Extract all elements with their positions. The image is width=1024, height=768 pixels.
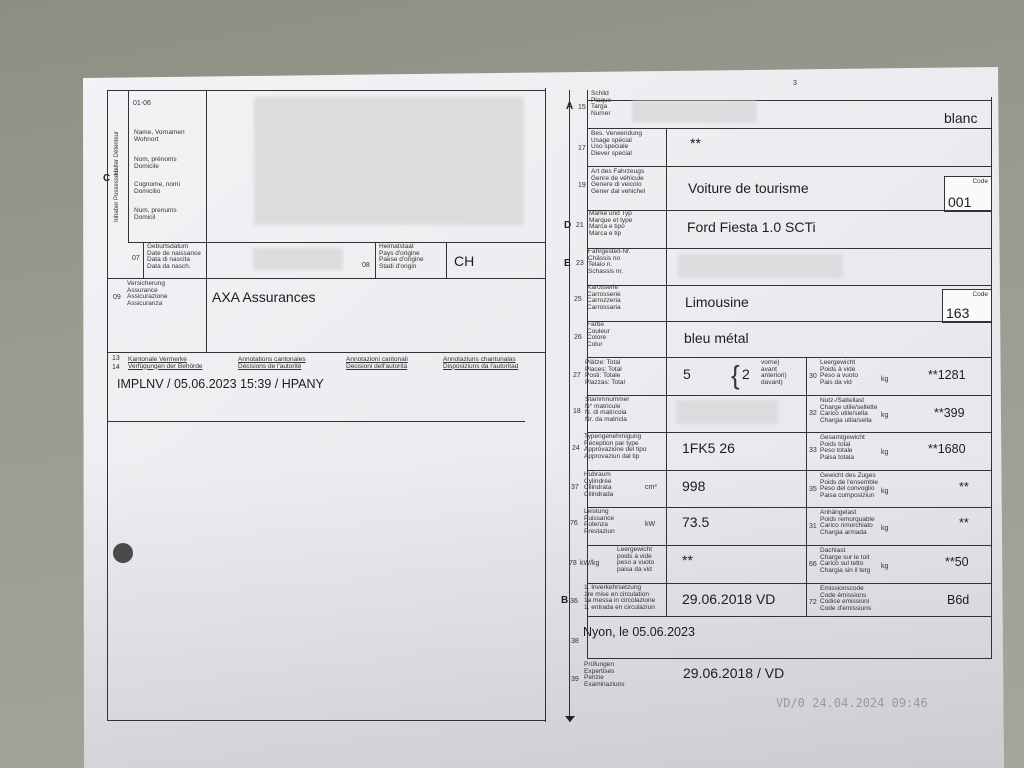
row-label: Schild Plaque Targa Numer bbox=[591, 90, 612, 117]
row-label: 1. Inverkehrsetzung 1re mise en circulation 1a messa in circolazione 1. entrada en circulaziun bbox=[584, 584, 656, 611]
right-row-number: 32 bbox=[809, 410, 817, 417]
print-stamp: VD/0 24.04.2024 09:46 bbox=[776, 696, 928, 710]
row-label: Fahrgestell-Nr. Châssis no Telaio n. Schassis nr. bbox=[588, 248, 631, 275]
field-07-number: 07 bbox=[132, 255, 140, 262]
right-row-label: Gesamtgewicht Poids total Peso totale Paisa totala bbox=[820, 434, 865, 461]
right-row-label: Anhängelast Poids remorquable Carico rimorchiato Chargia armada bbox=[820, 509, 875, 536]
insurance-value: AXA Assurances bbox=[212, 289, 316, 305]
name-label-fr: Nom, prénoms Domicile bbox=[134, 156, 177, 170]
right-row-number: 66 bbox=[809, 561, 817, 568]
row-label: kW/kg bbox=[580, 560, 600, 567]
annotations-label-it: Annotazioni cantonali Decisioni dell'autorità bbox=[346, 356, 408, 370]
row-label: Leistung Puissance Potenza Prestaziun bbox=[584, 508, 615, 535]
redacted-holder-name bbox=[254, 97, 524, 225]
name-label-it: Cognome, nomi Domicilio bbox=[134, 181, 180, 195]
unit-label: kg bbox=[881, 449, 889, 456]
row-number: 19 bbox=[578, 182, 586, 189]
row-label: Typengenehmigung Réception par type Approvazione del tipo Approvaziun dal tip bbox=[584, 433, 647, 460]
first-registration-value: 29.06.2018 VD bbox=[682, 591, 776, 607]
row-label: Hubraum Cylindrée Cilindrata Cilindrada bbox=[584, 471, 614, 498]
row-number: 27 bbox=[573, 372, 581, 379]
seats-total-value: 5 bbox=[683, 366, 691, 382]
redacted-plate-number bbox=[632, 101, 757, 123]
row-sub-label: Leergewicht poids à vide peso a vuoto paisa da vid bbox=[617, 546, 655, 573]
right-row-label: Dachlast Charge sur le toit Carico sul tetto Chargia sin il tetg bbox=[820, 547, 871, 574]
vehicle-type-code-box bbox=[944, 176, 992, 212]
row-number: 23 bbox=[576, 260, 584, 267]
punch-hole bbox=[113, 543, 133, 563]
type-approval-value: 1FK5 26 bbox=[682, 440, 735, 456]
unit-label: kg bbox=[881, 488, 889, 495]
row-letter: D bbox=[564, 220, 572, 231]
row-number: 76 bbox=[570, 520, 578, 527]
field-14-number: 14 bbox=[112, 364, 120, 371]
redacted-birthdate bbox=[253, 248, 343, 270]
front-seats-value: 2 bbox=[742, 366, 750, 382]
annotations-label-fr: Annotations cantonales Décisions de l'autorité bbox=[238, 356, 306, 370]
power-weight-value: ** bbox=[682, 552, 693, 568]
row-number: 78 bbox=[569, 560, 577, 567]
row-number: 36 bbox=[570, 598, 578, 605]
right-row-label: Leergewicht Poids à vide Peso a vuoto Pais da vid bbox=[820, 359, 858, 386]
place-date-value: Nyon, le 05.06.2023 bbox=[583, 625, 695, 639]
unit-label: kg bbox=[881, 412, 889, 419]
code-value: 163 bbox=[946, 305, 970, 321]
row-number: 24 bbox=[572, 445, 580, 452]
field-01-number: 01-06 bbox=[133, 100, 151, 107]
row-label: Art des Fahrzeugs Genre de véhicule Genere di veicolo Gener dal vehichel bbox=[591, 168, 646, 195]
row-letter: E bbox=[564, 258, 571, 269]
corner-marker bbox=[565, 716, 575, 722]
redacted-chassis-number bbox=[678, 254, 843, 278]
payload-value: **399 bbox=[934, 406, 965, 420]
right-row-number: 72 bbox=[809, 599, 817, 606]
origin-value: CH bbox=[454, 253, 475, 269]
code-value: 001 bbox=[948, 194, 972, 210]
name-label-de: Name, Vornamen Wohnort bbox=[134, 129, 185, 143]
body-value: Limousine bbox=[685, 294, 749, 310]
total-weight-value: **1680 bbox=[928, 442, 966, 456]
annotations-label-de: Kantonale Vermerke Verfügungen der Behörde bbox=[128, 356, 203, 370]
row-letter: A bbox=[566, 101, 574, 112]
row-number: 39 bbox=[571, 676, 579, 683]
row-label: Plätze: Total Places: Total Posti: Totale Plazzas: Total bbox=[585, 359, 625, 386]
empty-weight-value: **1281 bbox=[928, 368, 966, 382]
birthdate-label: Geburtsdatum Date de naissance Data di nascita Data da nasch. bbox=[147, 243, 201, 270]
right-row-label: Emissionscode Code émissions Codice emissioni Code d'emissiuns bbox=[820, 585, 872, 612]
front-seats-label: vorne) avant anteriori) davant) bbox=[761, 359, 787, 386]
body-code-box bbox=[942, 289, 992, 323]
field-13-number: 13 bbox=[112, 355, 120, 362]
inspection-value: 29.06.2018 / VD bbox=[683, 665, 785, 681]
towing-value: ** bbox=[959, 516, 969, 530]
holder-label: Halter Détenteur bbox=[114, 130, 120, 175]
plate-color-value: blanc bbox=[944, 110, 978, 126]
right-row-number: 35 bbox=[809, 486, 817, 493]
row-label: Farbe Couleur Colore Colur bbox=[587, 321, 610, 348]
code-label: Code bbox=[972, 178, 988, 185]
name-label-rm: Num, prenums Domicil bbox=[134, 207, 177, 221]
field-08-number: 08 bbox=[362, 262, 370, 269]
code-label: Code bbox=[972, 291, 988, 298]
row-letter: B bbox=[561, 595, 569, 606]
right-row-number: 33 bbox=[809, 447, 817, 454]
owner-label: Inhaber Possesseur bbox=[114, 168, 120, 222]
power-value: 73.5 bbox=[682, 514, 710, 530]
row-number: 17 bbox=[578, 145, 586, 152]
vehicle-type-value: Voiture de tourisme bbox=[688, 180, 809, 196]
row-number: 37 bbox=[571, 484, 579, 491]
train-weight-value: ** bbox=[959, 480, 969, 494]
special-use-value: ** bbox=[690, 135, 701, 151]
unit-label: kg bbox=[881, 376, 889, 383]
annotations-label-rm: Annotaziuns chantunalas Disposiziuns da l'autoritad bbox=[443, 356, 519, 370]
insurance-label: Versicherung Assurance Assicurazione Assicuranza bbox=[127, 280, 168, 307]
page-marker: 3 bbox=[793, 80, 797, 87]
brace-glyph: { bbox=[731, 360, 740, 390]
unit-label-left: kW bbox=[645, 521, 656, 528]
emission-code-value: B6d bbox=[947, 593, 970, 607]
row-number: 18 bbox=[573, 408, 581, 415]
row-number: 26 bbox=[574, 334, 582, 341]
displacement-value: 998 bbox=[682, 478, 706, 494]
unit-label-left: cm³ bbox=[645, 484, 657, 491]
row-number: 15 bbox=[578, 104, 586, 111]
unit-label: kg bbox=[881, 525, 889, 532]
row-label: Bes. Verwendung Usage spécial Uso speciale Diever special bbox=[591, 130, 642, 157]
roof-load-value: **50 bbox=[945, 555, 969, 569]
color-value: bleu métal bbox=[684, 330, 749, 346]
right-row-number: 31 bbox=[809, 523, 817, 530]
row-number: 21 bbox=[576, 222, 584, 229]
redacted-matricule bbox=[676, 400, 778, 424]
row-label: Marke und Typ Marque et type Marca e tipo Marca e tip bbox=[589, 210, 633, 237]
right-row-number: 30 bbox=[809, 373, 817, 380]
annotation-entry: IMPLNV / 05.06.2023 15:39 / HPANY bbox=[117, 377, 324, 391]
section-letter-c: C bbox=[103, 173, 111, 184]
origin-label: Heimatstaat Pays d'origine Paese d'origine Stadi d'origin bbox=[379, 243, 424, 270]
row-label: Prüfungen Expertises Perizie Examinaziuns bbox=[584, 661, 625, 688]
make-model-value: Ford Fiesta 1.0 SCTi bbox=[687, 219, 816, 235]
row-label: Stammnummer N° matricule N. di matricola Nr. da matricla bbox=[585, 396, 630, 423]
row-number: 38 bbox=[571, 638, 579, 645]
right-row-label: Gewicht des Zuges Poids de l'ensemble Peso del convoglio Paisa cumposiziun bbox=[820, 472, 878, 499]
row-number: 25 bbox=[574, 296, 582, 303]
unit-label: kg bbox=[881, 563, 889, 570]
row-label: Karosserie Carrosserie Carrozzeria Carrossaria bbox=[587, 284, 621, 311]
right-row-label: Nutz-/Sattellast Charge utile/sellette Carico utile/sella Chargia utila/sella bbox=[820, 397, 878, 424]
field-09-number: 09 bbox=[113, 294, 121, 301]
